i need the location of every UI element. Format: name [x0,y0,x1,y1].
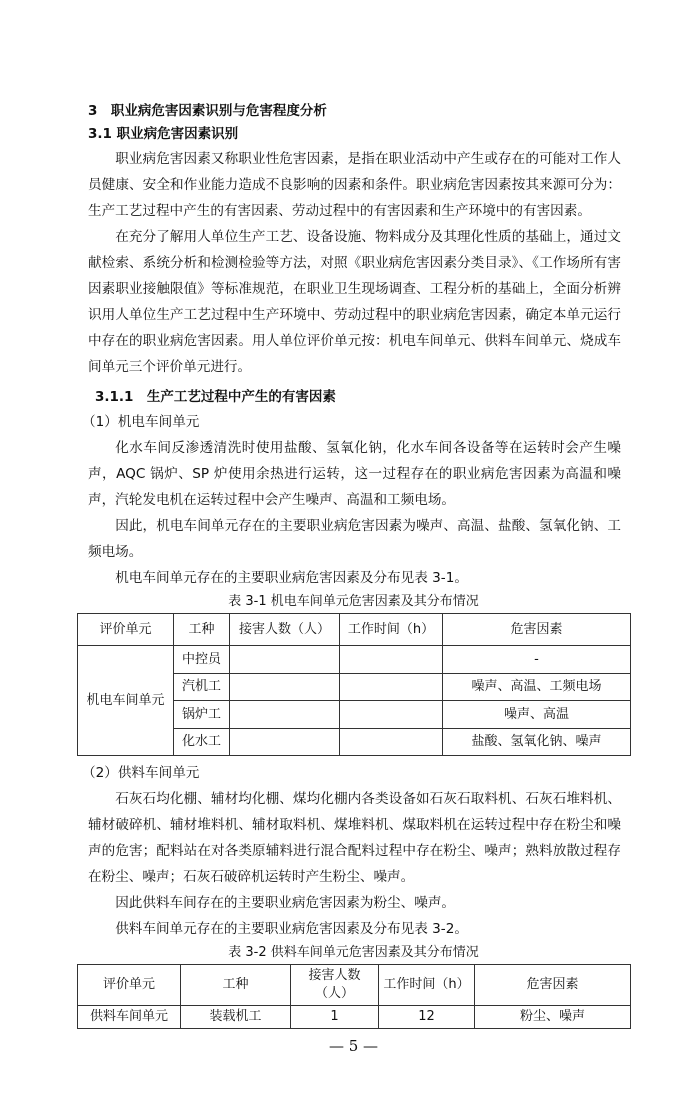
section-heading: 3 职业病危害因素识别与危害程度分析 [88,103,327,119]
count-cell: 1 [291,1006,379,1029]
hazard-cell: - [443,646,631,674]
unit-cell: 供料车间单元 [78,1006,181,1029]
table-header-row [78,965,631,1006]
job-cell: 锅炉工 [174,701,230,729]
job-cell: 中控员 [174,646,230,674]
item-heading: （2）供料车间单元 [82,765,200,781]
header-cell: 危害因素 [475,965,631,1006]
count-cell [230,646,340,674]
paragraph: 石灰石均化棚、辅材均化棚、煤均化棚内各类设备如石灰石取料机、石灰石堆料机、辅材破碎机、辅材堆料机、辅材取料机、煤堆料机、煤取料机在运转过程中存在粉尘和噪声的危害；配料站在对各类原辅料进行混合配料过程中存在粉尘、噪声；熟料放散过程存在粉尘、噪声；石灰石破碎机运转时产生粉尘、噪声。 [88,791,621,885]
table-caption: 表 3-1 机电车间单元危害因素及其分布情况 [228,594,479,609]
job-cell: 汽机工 [174,674,230,701]
subsubsection-heading: 3.1.1 生产工艺过程中产生的有害因素 [95,389,336,405]
paragraph: 因此，机电车间单元存在的主要职业病危害因素为噪声、高温、盐酸、氢氧化钠、工频电场。 [88,518,621,560]
hours-cell [340,729,443,756]
table-row [78,646,631,674]
hours-cell [340,646,443,674]
hours-cell [340,701,443,729]
subsection-heading: 3.1 职业病危害因素识别 [88,126,239,142]
item-heading: （1）机电车间单元 [82,414,200,430]
hazard-table-1 [77,613,631,756]
table-caption: 表 3-2 供料车间单元危害因素及其分布情况 [228,945,479,960]
count-cell [230,674,340,701]
header-cell: 评价单元 [78,614,174,646]
count-cell [230,701,340,729]
header-cell: 工作时间（h） [340,614,443,646]
page-number: — 5 — [328,1037,379,1055]
job-cell: 装载机工 [181,1006,291,1029]
header-cell: 工种 [174,614,230,646]
hazard-cell: 粉尘、噪声 [475,1006,631,1029]
paragraph: 在充分了解用人单位生产工艺、设备设施、物料成分及其理化性质的基础上，通过文献检索、系统分析和检测检验等方法，对照《职业病危害因素分类目录》、《工作场所有害因素职业接触限值》等标准规范，在职业卫生现场调查、工程分析的基础上，全面分析辨识用人单位生产工艺过程中生产环境中、劳动过程中的职业病危害因素，确定本单元运行中存在的职业病危害因素。用人单位评价单元按：机电车间单元、供料车间单元、烧成车间单元三个评价单元进行。 [88,229,621,375]
paragraph: 化水车间反渗透清洗时使用盐酸、氢氧化钠，化水车间各设备等在运转时会产生噪声，AQC 锅炉、SP 炉使用余热进行运转，这一过程存在的职业病危害因素为高温和噪声，汽轮发电机在运转过程中会产生噪声、高温和工频电场。 [88,440,621,508]
hazard-cell: 盐酸、氢氧化钠、噪声 [443,729,631,756]
hours-cell: 12 [379,1006,475,1029]
count-cell [230,729,340,756]
header-cell: 评价单元 [78,965,181,1006]
hazard-cell: 噪声、高温 [443,701,631,729]
paragraph: 职业病危害因素又称职业性危害因素，是指在职业活动中产生或存在的可能对工作人员健康、安全和作业能力造成不良影响的因素和条件。职业病危害因素按其来源可分为：生产工艺过程中产生的有害因素、劳动过程中的有害因素和生产环境中的有害因素。 [88,151,621,219]
paragraph: 机电车间单元存在的主要职业病危害因素及分布见表 3-1。 [115,570,468,586]
header-cell: 接害人数（人） [230,614,340,646]
hazard-cell: 噪声、高温、工频电场 [443,674,631,701]
paragraph: 因此供料车间存在的主要职业病危害因素为粉尘、噪声。 [115,895,456,911]
header-cell: 接害人数（人） [291,965,379,1006]
table-row [78,1006,631,1029]
paragraph: 供料车间单元存在的主要职业病危害因素及分布见表 3-2。 [115,921,468,937]
table-header-row [78,614,631,646]
unit-cell: 机电车间单元 [78,646,174,756]
hours-cell [340,674,443,701]
job-cell: 化水工 [174,729,230,756]
header-cell: 工种 [181,965,291,1006]
header-cell: 危害因素 [443,614,631,646]
hazard-table-2 [77,964,631,1029]
header-cell: 工作时间（h） [379,965,475,1006]
